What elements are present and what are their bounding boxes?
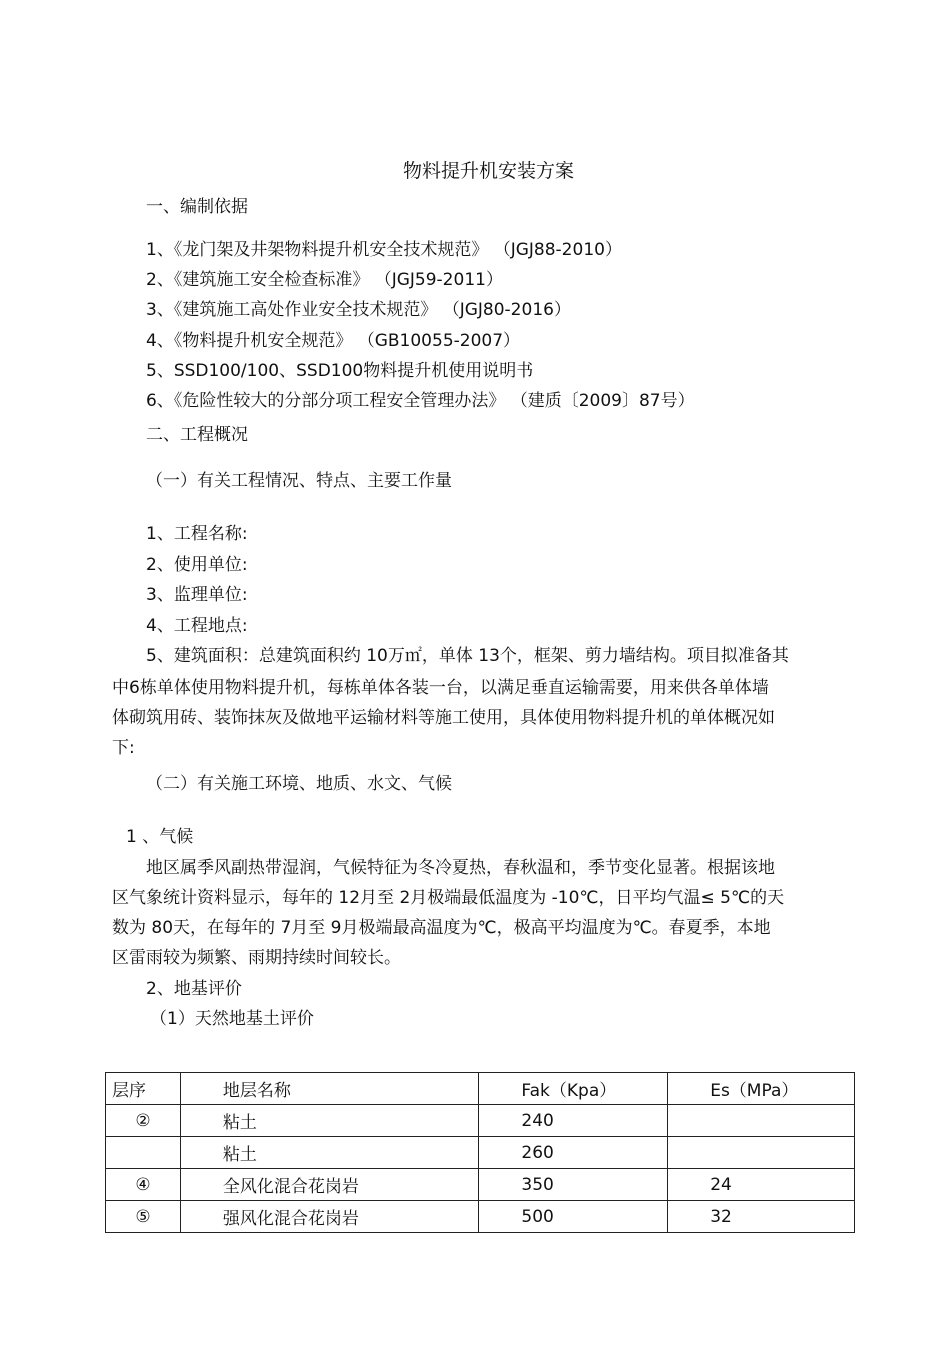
climate-heading: 1 、气候 xyxy=(126,827,194,847)
subsection-heading: （二）有关施工环境、地质、水文、气候 xyxy=(146,774,452,794)
basis-item: 3、《建筑施工高处作业安全技术规范》 （JGJ80-2016） xyxy=(146,300,571,320)
paragraph-line: 区雷雨较为频繁、雨期持续时间较长。 xyxy=(112,948,401,968)
section-heading-basis: 一、编制依据 xyxy=(146,197,248,217)
table-cell xyxy=(668,1111,710,1131)
paragraph-line: 中6栋单体使用物料提升机，每栋单体各装一台，以满足垂直运输需要，用来供各单体墙 xyxy=(112,678,769,698)
paragraph-line: 下: xyxy=(112,738,135,758)
table-cell: 32 xyxy=(710,1206,732,1227)
table-cell: 全风化混合花岗岩 xyxy=(222,1177,359,1197)
subsection-heading: （一）有关工程情况、特点、主要工作量 xyxy=(146,471,452,491)
info-item: 2、使用单位: xyxy=(146,555,248,575)
table-cell: ② xyxy=(106,1105,181,1137)
ground-subheading: （1）天然地基土评价 xyxy=(150,1009,314,1029)
table-cell: ⑤ xyxy=(106,1201,181,1233)
basis-item: 5、SSD100/100、SSD100物料提升机使用说明书 xyxy=(146,361,534,381)
table-cell: 强风化混合花岗岩 xyxy=(222,1209,359,1229)
info-item: 4、工程地点: xyxy=(146,616,248,636)
basis-item: 2、《建筑施工安全检查标准》 （JGJ59-2011） xyxy=(146,270,503,290)
table-row xyxy=(106,1201,855,1233)
table-header-cell: 层序 xyxy=(112,1081,146,1101)
basis-item: 4、《物料提升机安全规范》 （GB10055-2007） xyxy=(146,331,521,351)
table-cell: 粘土 xyxy=(222,1145,257,1165)
soil-table xyxy=(105,1072,855,1233)
table-cell: 350 xyxy=(521,1174,554,1195)
table-row xyxy=(106,1105,855,1137)
table-cell: 240 xyxy=(521,1110,554,1131)
paragraph-line: 数为 80天，在每年的 7月至 9月极端最高温度为℃，极高平均温度为℃。春夏季，本地 xyxy=(112,918,771,938)
table-cell: ④ xyxy=(106,1169,181,1201)
table-row xyxy=(106,1137,855,1169)
section-heading-overview: 二、工程概况 xyxy=(146,425,248,445)
table-header-cell: Fak（Kpa） xyxy=(521,1081,617,1101)
page-title: 物料提升机安装方案 xyxy=(403,160,575,182)
paragraph-line: 地区属季风副热带湿润，气候特征为冬冷夏热，春秋温和，季节变化显著。根据该地 xyxy=(146,858,775,878)
table-cell: 500 xyxy=(521,1206,554,1227)
paragraph-line: 5、建筑面积：总建筑面积约 10万㎡，单体 13个，框架、剪力墙结构。项目拟准备其 xyxy=(146,646,789,666)
basis-item: 1、《龙门架及井架物料提升机安全技术规范》 （JGJ88-2010） xyxy=(146,240,622,260)
ground-heading: 2、地基评价 xyxy=(146,979,242,999)
table-cell: 24 xyxy=(710,1174,732,1195)
table-header-cell: Es（MPa） xyxy=(710,1081,799,1101)
table-header-cell: 地层名称 xyxy=(222,1081,291,1101)
table-cell: 260 xyxy=(521,1142,554,1163)
paragraph-line: 区气象统计资料显示，每年的 12月至 2月极端最低温度为 -10℃，日平均气温≤ 5℃的天 xyxy=(112,888,785,908)
table-cell xyxy=(106,1137,181,1169)
info-item: 3、监理单位: xyxy=(146,585,248,605)
table-cell: 粘土 xyxy=(222,1113,257,1133)
table-row xyxy=(106,1169,855,1201)
table-header-row xyxy=(106,1073,855,1105)
table-cell xyxy=(668,1143,710,1163)
basis-item: 6、《危险性较大的分部分项工程安全管理办法》 （建质〔2009〕87号） xyxy=(146,391,695,411)
info-item: 1、工程名称: xyxy=(146,524,248,544)
paragraph-line: 体砌筑用砖、装饰抹灰及做地平运输材料等施工使用，具体使用物料提升机的单体概况如 xyxy=(112,708,775,728)
